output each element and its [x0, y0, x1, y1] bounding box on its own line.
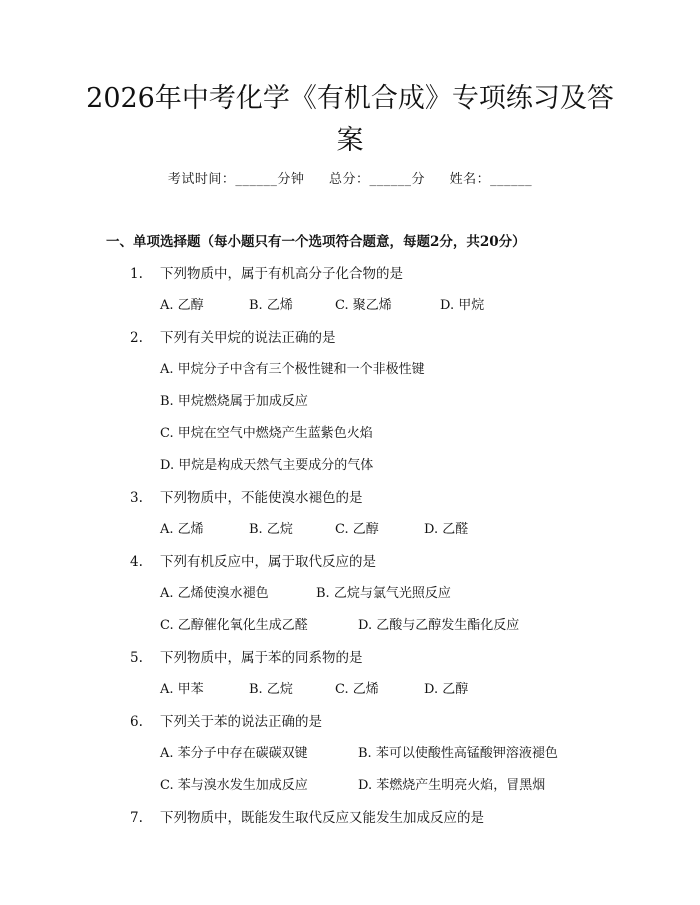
- document-title: [60, 78, 640, 162]
- option: D. 甲烷是构成天然气主要成分的气体: [160, 458, 374, 473]
- option: C. 甲烷在空气中燃烧产生蓝紫色火焰: [160, 426, 373, 441]
- option: C. 聚乙烯: [335, 298, 392, 313]
- option: B. 乙烷与氯气光照反应: [316, 586, 451, 601]
- question-5: [130, 646, 363, 666]
- option: D. 乙酸与乙醇发生酯化反应: [358, 618, 520, 633]
- question-number: 4.: [130, 554, 143, 570]
- exam-time: 考试时间：______分钟: [167, 172, 305, 187]
- option: A. 苯分子中存在碳碳双键: [160, 746, 308, 761]
- question-number: 1.: [130, 266, 143, 282]
- question-3: [130, 486, 363, 506]
- option: C. 乙醇: [335, 522, 379, 537]
- exam-meta: [0, 168, 700, 187]
- option: D. 苯燃烧产生明亮火焰，冒黑烟: [358, 778, 546, 793]
- option: D. 乙醛: [424, 522, 469, 537]
- question-text: 下列物质中，属于苯的同系物的是: [160, 650, 363, 666]
- title-line-1: 2026年中考化学《有机合成》专项练习及答: [86, 83, 614, 114]
- question-number: 2.: [130, 330, 143, 346]
- option: A. 乙烯使溴水褪色: [160, 586, 269, 601]
- question-number: 3.: [130, 490, 143, 506]
- option: B. 乙烷: [249, 682, 293, 697]
- option: A. 甲苯: [160, 682, 204, 697]
- question-text: 下列有机反应中，属于取代反应的是: [160, 554, 376, 570]
- option: B. 甲烷燃烧属于加成反应: [160, 394, 308, 409]
- question-1: [130, 262, 403, 282]
- question-4: [130, 550, 376, 570]
- option: C. 乙醇催化氧化生成乙醛: [160, 618, 308, 633]
- question-text: 下列物质中，不能使溴水褪色的是: [160, 490, 363, 506]
- question-6: [130, 710, 322, 730]
- option: D. 甲烷: [440, 298, 485, 313]
- question-text: 下列有关甲烷的说法正确的是: [160, 330, 336, 346]
- question-number: 7.: [130, 810, 143, 826]
- option: A. 乙烯: [160, 522, 204, 537]
- title-line-2: 案: [336, 125, 364, 156]
- option: B. 乙烯: [249, 298, 293, 313]
- section-heading: 一、单项选择题（每小题只有一个选项符合题意，每题2分，共20分）: [106, 234, 526, 250]
- question-2: [130, 326, 336, 346]
- option: B. 苯可以使酸性高锰酸钾溶液褪色: [358, 746, 558, 761]
- option: A. 乙醇: [160, 298, 204, 313]
- question-number: 6.: [130, 714, 143, 730]
- option: C. 乙烯: [335, 682, 379, 697]
- exam-score: 总分：______分: [328, 172, 425, 187]
- option: B. 乙烷: [249, 522, 293, 537]
- question-7: [130, 806, 484, 826]
- option: A. 甲烷分子中含有三个极性键和一个非极性键: [160, 362, 425, 377]
- question-text: 下列物质中，属于有机高分子化合物的是: [160, 266, 403, 282]
- option: C. 苯与溴水发生加成反应: [160, 778, 308, 793]
- question-number: 5.: [130, 650, 143, 666]
- exam-name: 姓名：______: [449, 172, 533, 187]
- question-text: 下列关于苯的说法正确的是: [160, 714, 322, 730]
- option: D. 乙醇: [424, 682, 469, 697]
- question-text: 下列物质中，既能发生取代反应又能发生加成反应的是: [160, 810, 484, 826]
